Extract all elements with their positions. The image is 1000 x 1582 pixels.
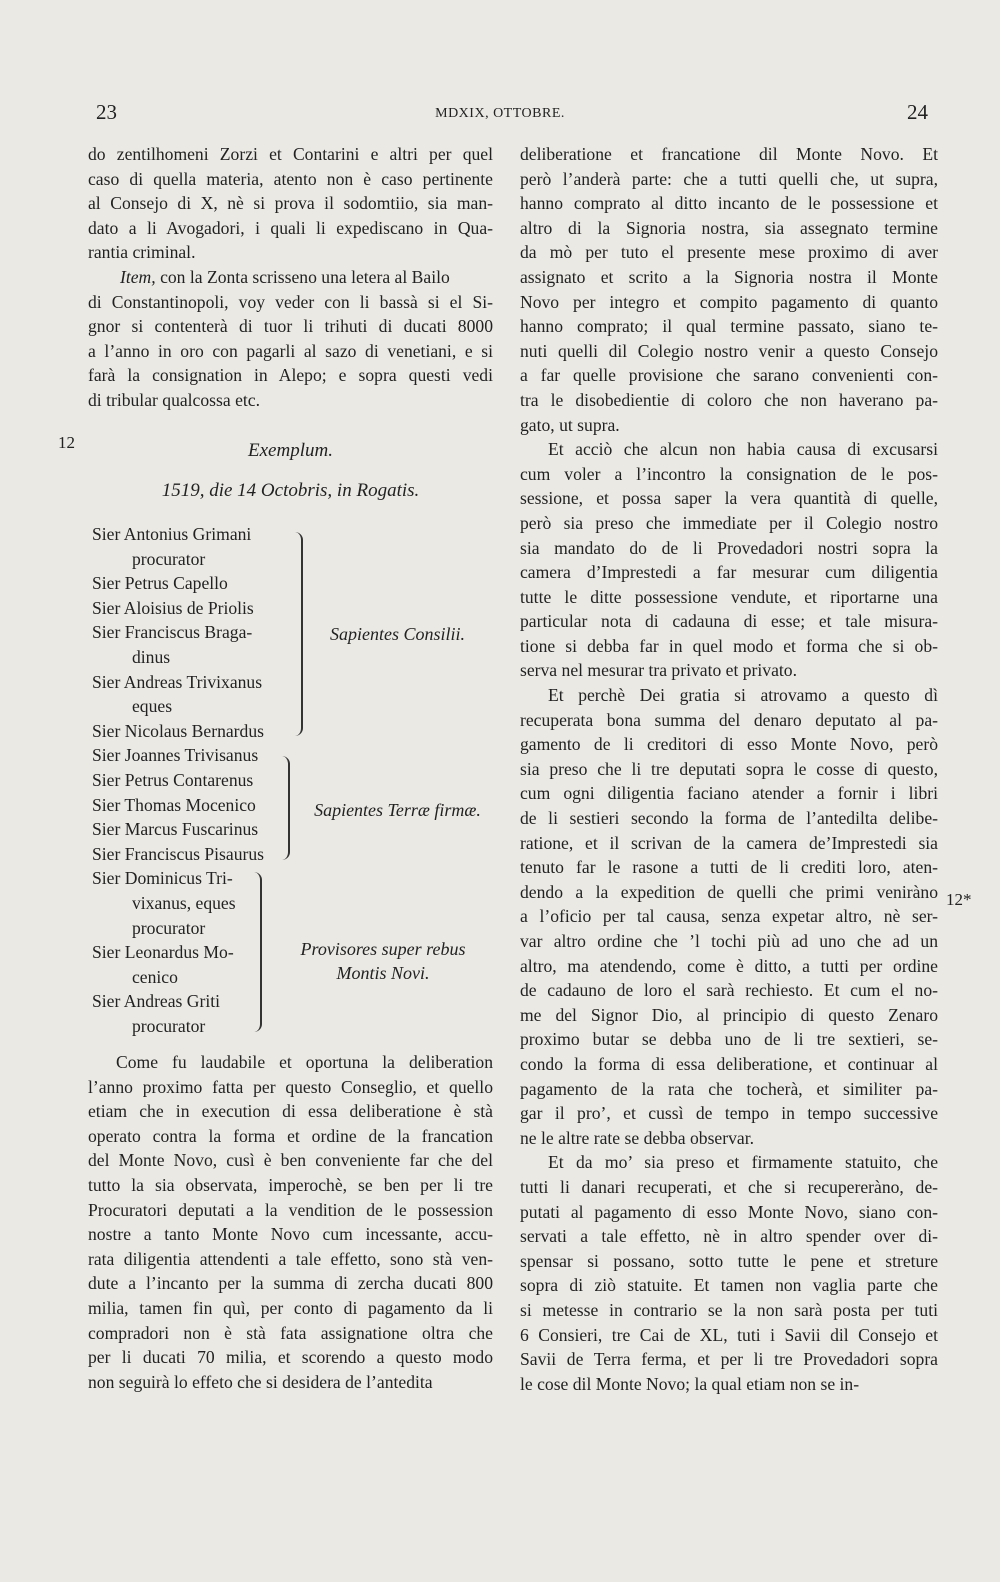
text-line: sopra di ziò statuite. Et tamen non vaglia parte che <box>520 1275 938 1296</box>
roster-name: procurator <box>132 1015 206 1036</box>
text-line: Come fu laudabile et oportuna la deliberation <box>116 1052 493 1072</box>
text-line: tutto la sia observata, imperochè, se ben per li tre <box>88 1174 493 1195</box>
text-line: deliberatione et francatione dil Monte Novo. Et <box>520 144 938 164</box>
text-line: do zentilhomeni Zorzi et Contarini e altri per quel <box>88 144 493 164</box>
text-line: Procuratori deputati a la vendition de le possession <box>88 1199 493 1220</box>
paragraph-1 <box>88 142 493 265</box>
text-line: me del Signor Dio, al principio di questo Zenaro <box>520 1004 938 1025</box>
text-line: milia, tamen fin quì, per conto di pagamento da li <box>88 1297 493 1318</box>
text-line: a l’anno in oro con pagarli al sazo di venetiani, e si <box>88 340 493 361</box>
text-line: gnor si contenterà di tuor li trihuti di ducati 8000 <box>88 316 493 337</box>
roster-name: Sier Nicolaus Bernardus <box>92 720 264 741</box>
roster-name: dinus <box>132 646 171 667</box>
exemplum-heading: Exemplum. <box>248 440 333 461</box>
text-line: Et acciò che alcun non habia causa di excusarsi <box>548 439 938 460</box>
text-line: particular nota di cadauna di esse; et tale misura- <box>520 611 938 632</box>
roster-name: procurator <box>132 548 206 569</box>
roster-name: Sier Franciscus Pisaurus <box>92 843 265 864</box>
text-line: per li ducati 70 milia, et scorendo a questo modo <box>88 1347 493 1368</box>
text-line: de cadauno de loro el sarà rechiesto. Et cum el no- <box>520 980 938 1001</box>
text-line: servati a tale effetto, nè in altro spender over di- <box>520 1226 938 1247</box>
text-line: operato contra la forma et ordine de la francation <box>88 1125 493 1146</box>
text-line: etiam che in execution di essa deliberatione è stà <box>88 1101 493 1122</box>
roster-name: Sier Petrus Capello <box>92 573 228 594</box>
margin-number-left: 12 <box>58 433 75 452</box>
text-line: caso di quella materia, atento non è caso pertinente <box>88 168 493 189</box>
text-line: Savii de Terra ferma, et per li tre Provedadori sopra <box>520 1349 938 1370</box>
text-line: a far quelle provisione che sarano convenienti con- <box>520 365 938 386</box>
page-number-right: 24 <box>907 100 928 124</box>
text-line: gamento de li creditori di esso Monte Novo, però <box>520 734 938 755</box>
group-sapientes-terrae: Sapientes Terræ firmæ. <box>314 800 481 820</box>
text-line: Novo per integro et compito pagamento di quanto <box>520 291 938 312</box>
text-line: assignato et scrito a la Signoria nostra il Monte <box>520 266 938 287</box>
text-line: sessione, et possa saper la vera quantità di quelle, <box>520 488 938 509</box>
left-column-bottom <box>88 1050 493 1394</box>
dateline: 1519, die 14 Octobris, in Rogatis. <box>161 480 420 501</box>
text-line: var altro ordine che ’l tochi più ad uno che ad un <box>520 931 938 951</box>
text-line: nostre a tanto Monte Novo cum incessante, accu- <box>88 1224 493 1245</box>
roster-name: Sier Andreas Griti <box>92 991 221 1012</box>
text-line: dendo a la expedition de quelli che primi veniràno <box>520 881 938 902</box>
text-line: l’anno proximo fatta per questo Conseglio, et quello <box>88 1076 493 1097</box>
text-line: rantia criminal. <box>88 242 196 263</box>
roster-name: procurator <box>132 917 206 938</box>
group-sapientes-consilii: Sapientes Consilii. <box>330 624 465 644</box>
roster-name: vixanus, eques <box>132 892 236 913</box>
text-line: tra le disobedientie di coloro che non haverano pa- <box>520 389 938 410</box>
roster-name: Sier Andreas Trivixanus <box>92 671 263 692</box>
text-line: del Monte Novo, cusì è ben conveniente far che del <box>88 1150 493 1171</box>
text-line: però sia preso che immediate per il Colegio nostro <box>520 512 938 533</box>
text-line: putati al pagamento di esso Monte Novo, siano con- <box>520 1201 938 1222</box>
text-line: serva nel mesurar tra privato et privato. <box>520 660 797 681</box>
text-line: camera d’Imprestedi a far mesurar cum diligentia <box>520 562 938 583</box>
roster-name: Sier Petrus Contarenus <box>92 769 254 790</box>
text-line: compradori non è stà fata assignatione oltra che <box>88 1322 493 1343</box>
text-line: però l’anderà parte: che a tutti quelli che, ut supra, <box>520 168 938 189</box>
item-word: Item, <box>120 266 156 287</box>
text-line: tutte le ditte possessione vendute, et riportarne una <box>520 586 938 607</box>
text-line: sia preso che li tre deputati sopra le cosse di questo, <box>520 758 938 779</box>
brace-2 <box>282 756 290 860</box>
brace-1 <box>295 532 303 736</box>
brace-3 <box>254 872 262 1032</box>
text-line: ne le altre rate se debba observar. <box>520 1127 754 1148</box>
text-line: condo la forma di essa deliberatione, et continuar al <box>520 1053 938 1074</box>
text-line: hanno comprato; il qual termine passato, siano te- <box>520 316 938 337</box>
text-line: da mò per tuto el presente mese proximo di aver <box>520 242 938 263</box>
text-line: rata diligentia attendenti a tale effetto, sono stà ven- <box>88 1248 493 1269</box>
roster-name: cenico <box>132 966 178 987</box>
text-line: tione si debba far in quel modo et forma che si ob- <box>520 635 938 656</box>
text-line: ratione, et il scrivan de la camera de’Imprestedi sia <box>520 832 938 853</box>
text-line: gato, ut supra. <box>520 414 620 435</box>
text-line: recuperata bona summa del denaro deputato al pa- <box>520 709 938 730</box>
text-line: tenuto far le rasone a tutti de li crediti loro, aten- <box>520 857 938 878</box>
text-line: altro, ma atendendo, come è ditto, a tutti per ordine <box>520 955 938 976</box>
text-line: tutti li danari recuperati, et che si recupereràno, de- <box>520 1176 938 1197</box>
right-column <box>520 142 938 1396</box>
paragraph-3 <box>88 1050 493 1394</box>
text-line: farà la consignation in Alepo; e sopra questi vedi <box>88 365 493 386</box>
text-line: si metesse in contrario se la non sarà posta per tuti <box>520 1299 938 1320</box>
group-provisores-b: Montis Novi. <box>336 963 430 983</box>
text-line: de li sestieri secondo la forma de l’antedilta delibe- <box>520 808 938 829</box>
group-provisores-a: Provisores super rebus <box>300 939 466 959</box>
paragraph-2-first: con la Zonta scrisseno una letera al Bailo <box>155 266 450 287</box>
paragraph-2 <box>88 265 493 413</box>
roster-name: Sier Marcus Fuscarinus <box>92 819 259 840</box>
text-line: gar il pro’, et cussì de tempo in tempo successive <box>520 1103 938 1124</box>
text-line: cum ogni diligentia faciano atender a fornir i libri <box>520 783 938 804</box>
text-line: le cose dil Monte Novo; la qual etiam non se in- <box>520 1373 860 1394</box>
roster-name: eques <box>132 696 173 717</box>
roster-name: Sier Franciscus Braga- <box>92 622 253 643</box>
text-line: a l’oficio per tal causa, senza expetar altro, nè ser- <box>520 906 938 927</box>
text-line: cum voler a l’incontro la consignation de le pos- <box>520 463 938 484</box>
text-line: hanno comprato al ditto incanto de le possessione et <box>520 193 938 214</box>
roster-name: Sier Joannes Trivisanus <box>92 745 259 766</box>
text-line: dute a l’incanto per la summa di zercha ducati 800 <box>88 1273 493 1294</box>
text-line: proximo butar se debba uno de li tre sextieri, se- <box>520 1029 938 1050</box>
text-line: altro di la Signoria nostra, sia assegnato termine <box>520 217 938 238</box>
roster-name: Sier Antonius Grimani <box>92 524 252 544</box>
roster-name: Sier Aloisius de Priolis <box>92 597 254 618</box>
text-line: pagamento de la rata che tocherà, et similiter pa- <box>520 1078 938 1099</box>
text-line: al Consejo di X, nè si prova il sodomtiio, sia man- <box>88 193 493 214</box>
roster-name: Sier Thomas Mocenico <box>92 794 256 815</box>
roster-name: Sier Leonardus Mo- <box>92 942 234 963</box>
left-column-top <box>88 142 493 413</box>
roster-name: Sier Dominicus Tri- <box>92 868 233 889</box>
text-line: Et perchè Dei gratia si atrovamo a questo dì <box>548 685 938 706</box>
margin-number-right: 12* <box>946 890 972 909</box>
text-line: sia mandato do de li Provedadori nostri sopra la <box>520 537 938 558</box>
text-line: nuti quelli dil Colegio nostro venir a questo Consejo <box>520 340 938 361</box>
text-line: dato a li Avogadori, i quali li expediscano in Qua- <box>88 217 493 238</box>
text-line: spensar si possano, sotto tutte le pene et streture <box>520 1250 938 1271</box>
running-title: MDXIX, OTTOBRE. <box>435 106 565 121</box>
text-line: di Constantinopoli, voy veder con li bassà si el Si- <box>88 291 493 312</box>
text-line: 6 Consieri, tre Cai de XL, tuti i Savii dil Consejo et <box>520 1324 938 1345</box>
text-line: non seguirà lo effeto che si desidera de l’antedita <box>88 1371 433 1392</box>
text-line: di tribular qualcossa etc. <box>88 389 260 410</box>
page-number-left: 23 <box>96 100 117 124</box>
text-line: Et da mo’ sia preso et firmamente statuito, che <box>548 1152 938 1173</box>
